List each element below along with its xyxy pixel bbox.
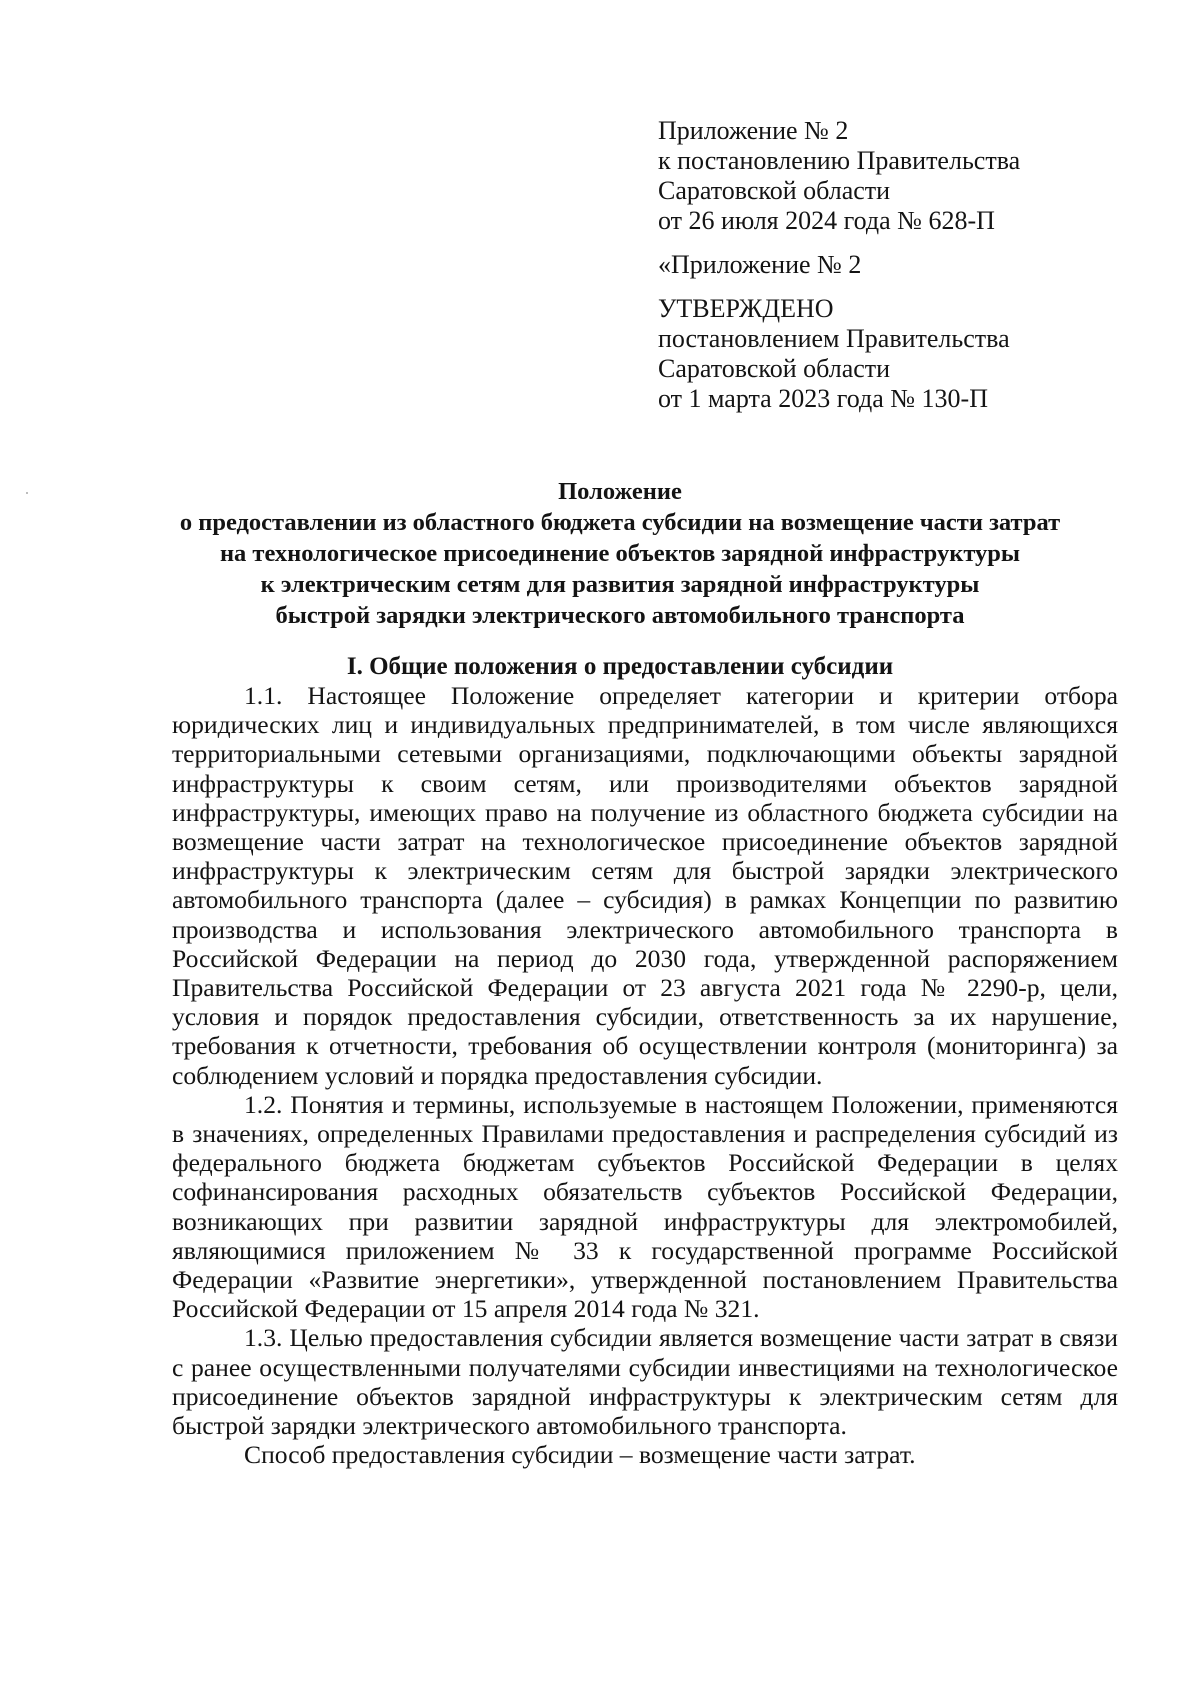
section-heading: I. Общие положения о предоставлении субсидии bbox=[346, 653, 894, 680]
document-title bbox=[170, 476, 1070, 631]
attachment-header bbox=[658, 116, 1138, 414]
title-line-4: к электрическим сетям для развития зарядной инфраструктуры bbox=[260, 571, 980, 598]
title-line-5: быстрой зарядки электрического автомобильного транспорта bbox=[275, 602, 965, 629]
paragraph-1-1: 1.1. Настоящее Положение определяет категории и критерии отбора юридических лиц и индивидуальных предпринимателей, в том числе являющихся территориальными сетевыми организациями, подключающими объекты зарядной инфраструктуры к своим сетям, или производителями объектов зарядной инфраструктуры, имеющих право на получение из областного бюджета субсидии на возмещение части затрат на технологическое присоединение объектов зарядной инфраструктуры к электрическим сетям для быстрой зарядки электрического автомобильного транспорта (далее – субсидия) в рамках Концепции по развитию производства и использования электрического автомобильного транспорта в Российской Федерации на период до 2030 года, утвержденной распоряжением Правительства Российской Федерации от 23 августа 2021 года № 2290-р, цели, условия и порядок предоставления субсидии, ответственность за их нарушение, требования к отчетности, требования об осуществлении контроля (мониторинга) за соблюдением условий и порядка предоставления субсидии. bbox=[172, 681, 1118, 1090]
attachment-number: Приложение № 2 bbox=[658, 116, 849, 145]
attachment-region: Саратовской области bbox=[658, 176, 891, 205]
title-line-3: на технологическое присоединение объектов зарядной инфраструктуры bbox=[219, 540, 1021, 567]
approved-region: Саратовской области bbox=[658, 354, 891, 383]
paragraph-1-2: 1.2. Понятия и термины, используемые в настоящем Положении, применяются в значениях, определенных Правилами предоставления и распределения субсидий из федерального бюджета бюджетам субъектов Российской Федерации в целях софинансирования расходных обязательств субъектов Российской Федерации, возникающих при развитии зарядной инфраструктуры для электромобилей, являющимися приложением № 33 к государственной программе Российской Федерации «Развитие энергетики», утвержденной постановлением Правительства Российской Федерации от 15 апреля 2014 года № 321. bbox=[172, 1089, 1118, 1324]
document-body bbox=[172, 681, 1118, 1469]
spacer bbox=[658, 280, 1138, 294]
title-line-2: о предоставлении из областного бюджета субсидии на возмещение части затрат bbox=[179, 509, 1061, 536]
original-attachment-number: «Приложение № 2 bbox=[658, 250, 862, 279]
attachment-decree-ref: к постановлению Правительства bbox=[658, 146, 1021, 175]
approved-by: постановлением Правительства bbox=[658, 324, 1010, 353]
attachment-decree-date: от 26 июля 2024 года № 628-П bbox=[658, 206, 995, 235]
title-line-1: Положение bbox=[558, 478, 682, 505]
spacer bbox=[658, 236, 1138, 250]
paragraph-1-3-method: Способ предоставления субсидии – возмещение части затрат. bbox=[244, 1440, 916, 1470]
scan-speck bbox=[26, 492, 28, 494]
paragraph-1-3: 1.3. Целью предоставления субсидии является возмещение части затрат в связи с ранее осуществленными получателями субсидии инвестициями на технологическое присоединение объектов зарядной инфраструктуры к электрическим сетям для быстрой зарядки электрического автомобильного транспорта. bbox=[172, 1323, 1118, 1441]
approved-date: от 1 марта 2023 года № 130-П bbox=[658, 384, 988, 413]
approved-label: УТВЕРЖДЕНО bbox=[658, 294, 834, 323]
